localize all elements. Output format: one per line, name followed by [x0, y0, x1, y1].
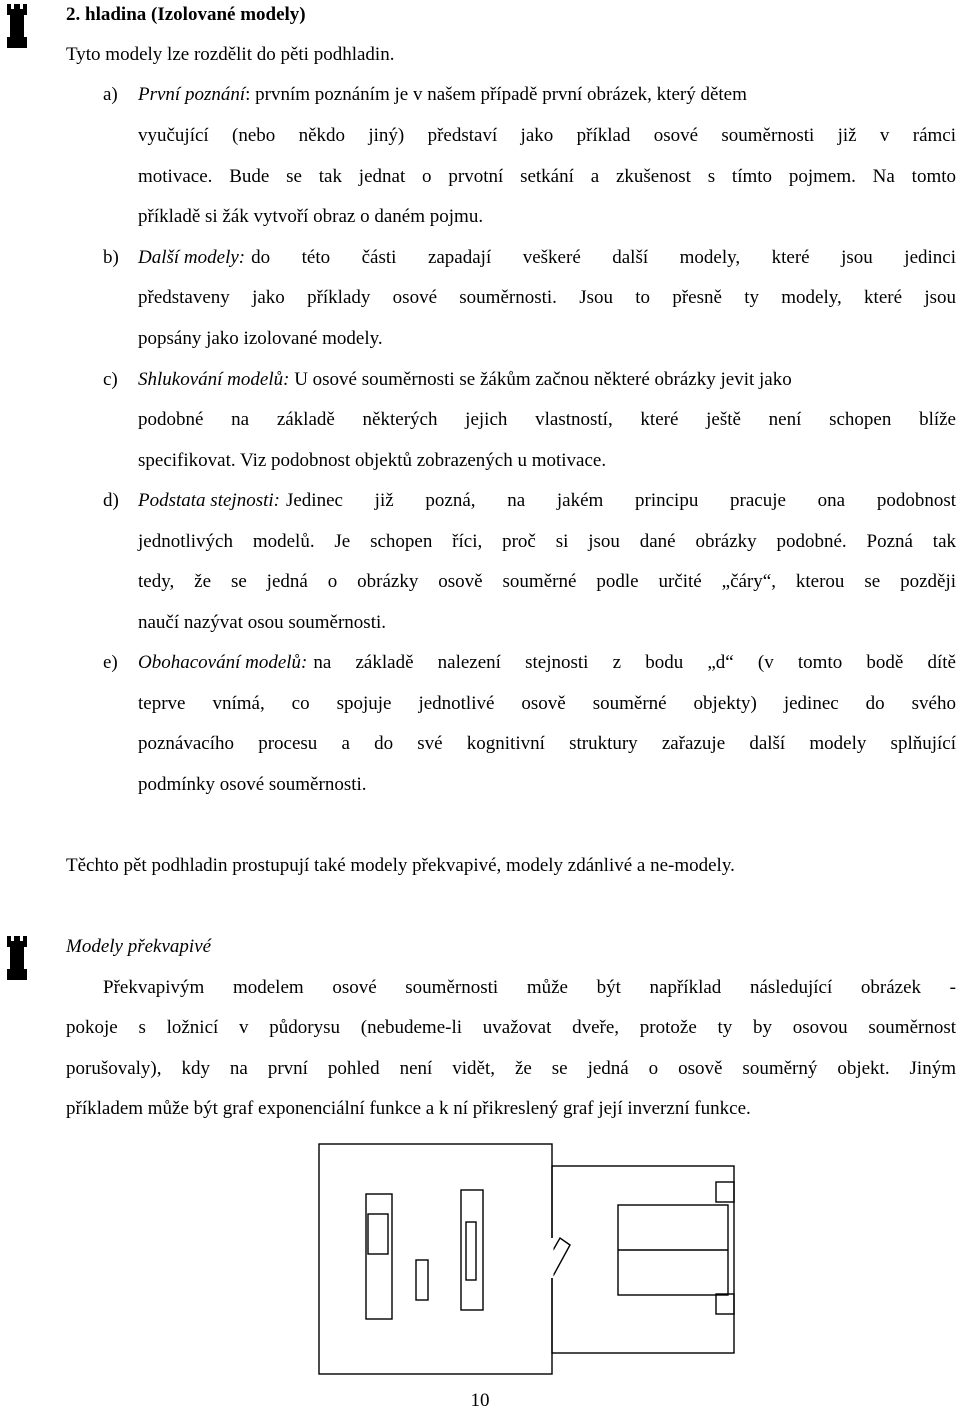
door — [552, 1238, 570, 1278]
term: Obohacování modelů: — [138, 652, 308, 673]
list-marker: b) — [103, 247, 119, 268]
term: Podstata stejnosti: — [138, 490, 280, 511]
text: U osové souměrnosti se žákům začnou některé obrázky jevit jako — [289, 369, 792, 390]
list-line: představeny jako příklady osové souměrnosti. Jsou to přesně ty modely, které jsou — [138, 287, 956, 308]
list-marker: e) — [103, 652, 118, 673]
text: Jedinec již pozná, na jakém principu pracuje ona podobnost — [285, 490, 956, 511]
list-line: specifikovat. Viz podobnost objektů zobrazených u motivace. — [138, 450, 607, 471]
list-line: motivace. Bude se tak jednat o prvotní setkání a zkušenost s tímto pojmem. Na tomto — [138, 166, 956, 187]
nightstand — [716, 1182, 734, 1202]
nightstand — [716, 1294, 734, 1314]
text: : prvním poznáním je v našem případě první obrázek, který dětem — [245, 84, 747, 105]
shelf — [466, 1222, 476, 1280]
text: do této části zapadají veškeré další modely, které jsou jedinci — [251, 247, 956, 268]
list-line: podobné na základě některých jejich vlastností, které ještě není schopen blíže — [138, 409, 956, 430]
list-line: podmínky osové souměrnosti. — [138, 774, 367, 795]
paragraph-line: pokoje s ložnicí v půdorysu (nebudeme-li uvažovat dveře, protože ty by osovou souměrnost — [66, 1017, 956, 1038]
list-line: tedy, že se jedná o obrázky osově souměrné podle určité „čáry“, kterou se později — [138, 571, 956, 592]
list-line — [138, 246, 956, 270]
list-line: poznávacího procesu a do své kognitivní struktury zařazuje další modely splňující — [138, 733, 956, 754]
list-line — [138, 83, 956, 107]
paragraph-line: Překvapivým modelem osové souměrnosti může být například následující obrázek - — [103, 977, 956, 998]
room-left — [319, 1144, 552, 1374]
wardrobe — [366, 1194, 392, 1319]
page-number: 10 — [470, 1390, 490, 1411]
section-heading: 2. hladina (Izolované modely) — [66, 4, 306, 25]
rook-icon — [6, 2, 28, 50]
summary-text: Těchto pět podhladin prostupují také modely překvapivé, modely zdánlivé a ne-modely. — [66, 855, 735, 876]
list-line — [138, 368, 956, 392]
rook-icon — [6, 934, 28, 982]
list-line — [138, 489, 956, 513]
small-table — [416, 1260, 428, 1300]
list-marker: a) — [103, 84, 118, 105]
list-line: jednotlivých modelů. Je schopen říci, proč si jsou dané obrázky podobné. Pozná tak — [138, 531, 956, 552]
subheading: Modely překvapivé — [66, 936, 212, 957]
room-right — [552, 1166, 734, 1353]
text: na základě nalezení stejnosti z bodu „d“ (v tomto bodě dítě — [313, 652, 956, 673]
list-line: popsány jako izolované modely. — [138, 328, 383, 349]
paragraph-line: příkladem může být graf exponenciální funkce a k ní přikreslený graf její inverzní funkce. — [66, 1098, 751, 1119]
list-line — [138, 651, 956, 675]
list-line: naučí nazývat osou souměrnosti. — [138, 612, 387, 633]
floor-plan-figure — [318, 1142, 818, 1377]
term: Další modely: — [138, 247, 246, 268]
cabinet — [461, 1190, 483, 1310]
term: První poznání — [138, 84, 246, 105]
term: Shlukování modelů: — [138, 369, 290, 390]
bed-left — [368, 1214, 388, 1254]
list-line: vyučující (nebo někdo jiný) představí jako příklad osové souměrnosti již v rámci — [138, 125, 956, 146]
list-marker: d) — [103, 490, 119, 511]
intro-text: Tyto modely lze rozdělit do pěti podhladin. — [66, 44, 395, 65]
list-line: příkladě si žák vytvoří obraz o daném pojmu. — [138, 206, 484, 227]
list-marker: c) — [103, 369, 118, 390]
paragraph-line: porušovaly), kdy na první pohled není vidět, že se jedná o osově souměrný objekt. Jiným — [66, 1058, 956, 1079]
list-line: teprve vnímá, co spojuje jednotlivé osově souměrné objekty) jedinec do svého — [138, 693, 956, 714]
